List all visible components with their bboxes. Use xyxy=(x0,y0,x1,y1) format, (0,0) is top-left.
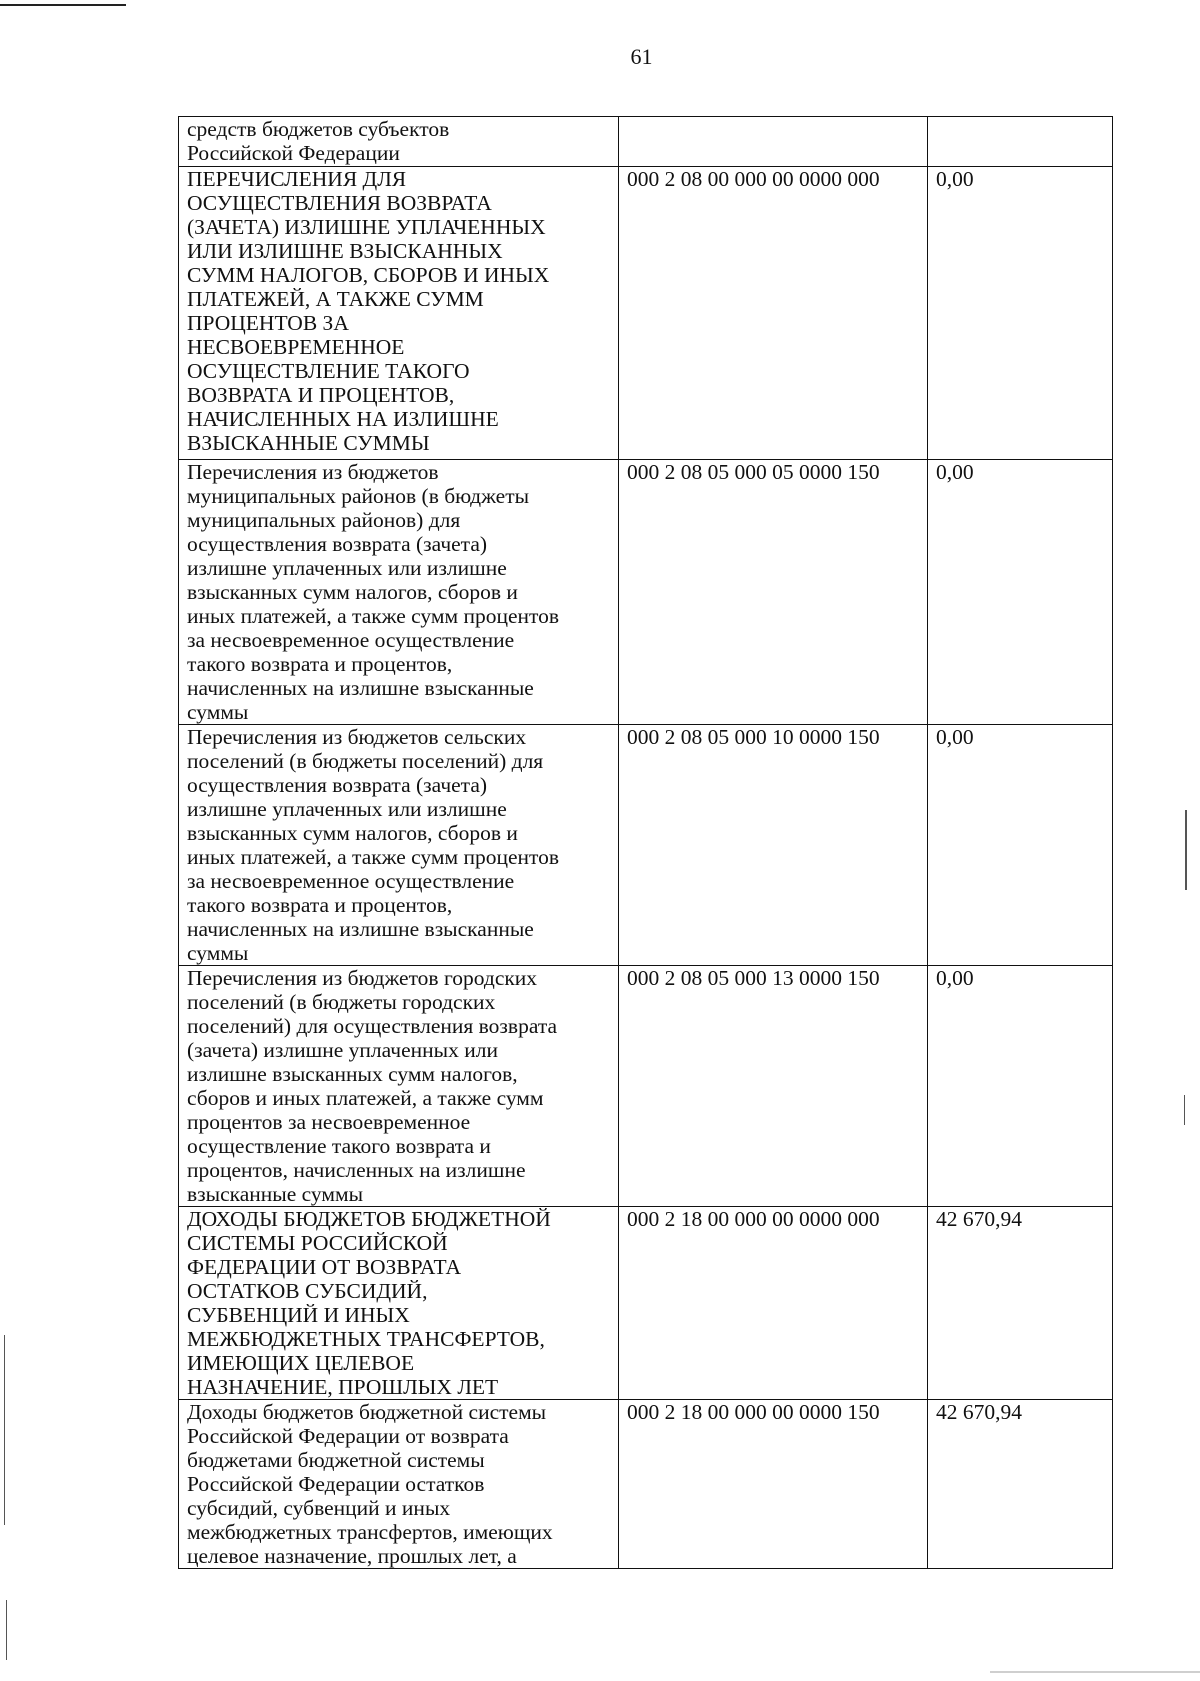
budget-code-cell: 000 2 08 00 000 00 0000 000 xyxy=(619,167,928,460)
amount-cell: 0,00 xyxy=(928,167,1113,460)
budget-code-cell xyxy=(619,117,928,167)
table-row xyxy=(179,117,1113,167)
budget-code-cell: 000 2 08 05 000 13 0000 150 xyxy=(619,966,928,1207)
bottom-edge-rule xyxy=(990,1671,1200,1673)
amount-cell: 0,00 xyxy=(928,725,1113,966)
amount-cell: 0,00 xyxy=(928,460,1113,725)
amount-cell: 0,00 xyxy=(928,966,1113,1207)
budget-code-cell: 000 2 18 00 000 00 0000 150 xyxy=(619,1400,928,1569)
amount-cell xyxy=(928,117,1113,167)
amount-cell: 42 670,94 xyxy=(928,1207,1113,1400)
table-row xyxy=(179,167,1113,460)
revenue-name-cell: Доходы бюджетов бюджетной системы Российской Федерации от возврата бюджетами бюджетной системы Российской Федерации остатков субсидий, субвенций и иных межбюджетных трансфертов, имеющих целевое назначение, прошлых лет, а xyxy=(179,1400,619,1569)
revenue-name-cell: средств бюджетов субъектов Российской Федерации xyxy=(179,117,619,167)
budget-code-cell: 000 2 18 00 000 00 0000 000 xyxy=(619,1207,928,1400)
top-edge-rule xyxy=(0,4,126,6)
revenue-name-cell: ПЕРЕЧИСЛЕНИЯ ДЛЯ ОСУЩЕСТВЛЕНИЯ ВОЗВРАТА (ЗАЧЕТА) ИЗЛИШНЕ УПЛАЧЕННЫХ ИЛИ ИЗЛИШНЕ ВЗЫСКАННЫХ СУММ НАЛОГОВ, СБОРОВ И ИНЫХ ПЛАТЕЖЕЙ, А ТАКЖЕ СУММ ПРОЦЕНТОВ ЗА НЕСВОЕВРЕМЕННОЕ ОСУЩЕСТВЛЕНИЕ ТАКОГО ВОЗВРАТА И ПРОЦЕНТОВ, НАЧИСЛЕННЫХ НА ИЗЛИШНЕ ВЗЫСКАННЫЕ СУММЫ xyxy=(179,167,619,460)
table-row xyxy=(179,725,1113,966)
revenue-name-cell: Перечисления из бюджетов муниципальных районов (в бюджеты муниципальных районов) для осуществления возврата (зачета) излишне уплаченных или излишне взысканных сумм налогов, сборов и иных платежей, а также сумм процентов за несвоевременное осуществление такого возврата и процентов, начисленных на излишне взысканные суммы xyxy=(179,460,619,725)
table-row xyxy=(179,1400,1113,1569)
table-row xyxy=(179,1207,1113,1400)
scan-artifact-mark xyxy=(1185,810,1187,890)
revenue-table xyxy=(178,116,1113,1569)
scan-artifact-mark xyxy=(6,1600,7,1660)
revenue-name-cell: Перечисления из бюджетов городских поселений (в бюджеты городских поселений) для осуществления возврата (зачета) излишне уплаченных или излишне взысканных сумм налогов, сборов и иных платежей, а также сумм процентов за несвоевременное осуществление такого возврата и процентов, начисленных на излишне взысканные суммы xyxy=(179,966,619,1207)
budget-code-cell: 000 2 08 05 000 05 0000 150 xyxy=(619,460,928,725)
revenue-name-cell: ДОХОДЫ БЮДЖЕТОВ БЮДЖЕТНОЙ СИСТЕМЫ РОССИЙСКОЙ ФЕДЕРАЦИИ ОТ ВОЗВРАТА ОСТАТКОВ СУБСИДИЙ, СУБВЕНЦИЙ И ИНЫХ МЕЖБЮДЖЕТНЫХ ТРАНСФЕРТОВ, ИМЕЮЩИХ ЦЕЛЕВОЕ НАЗНАЧЕНИЕ, ПРОШЛЫХ ЛЕТ xyxy=(179,1207,619,1400)
page-number: 61 xyxy=(630,44,653,69)
amount-cell: 42 670,94 xyxy=(928,1400,1113,1569)
revenue-name-cell: Перечисления из бюджетов сельских поселений (в бюджеты поселений) для осуществления возврата (зачета) излишне уплаченных или излишне взысканных сумм налогов, сборов и иных платежей, а также сумм процентов за несвоевременное осуществление такого возврата и процентов, начисленных на излишне взысканные суммы xyxy=(179,725,619,966)
scan-artifact-mark xyxy=(4,1335,5,1525)
scan-artifact-mark xyxy=(1184,1095,1185,1125)
table-row xyxy=(179,966,1113,1207)
table-row xyxy=(179,460,1113,725)
budget-code-cell: 000 2 08 05 000 10 0000 150 xyxy=(619,725,928,966)
